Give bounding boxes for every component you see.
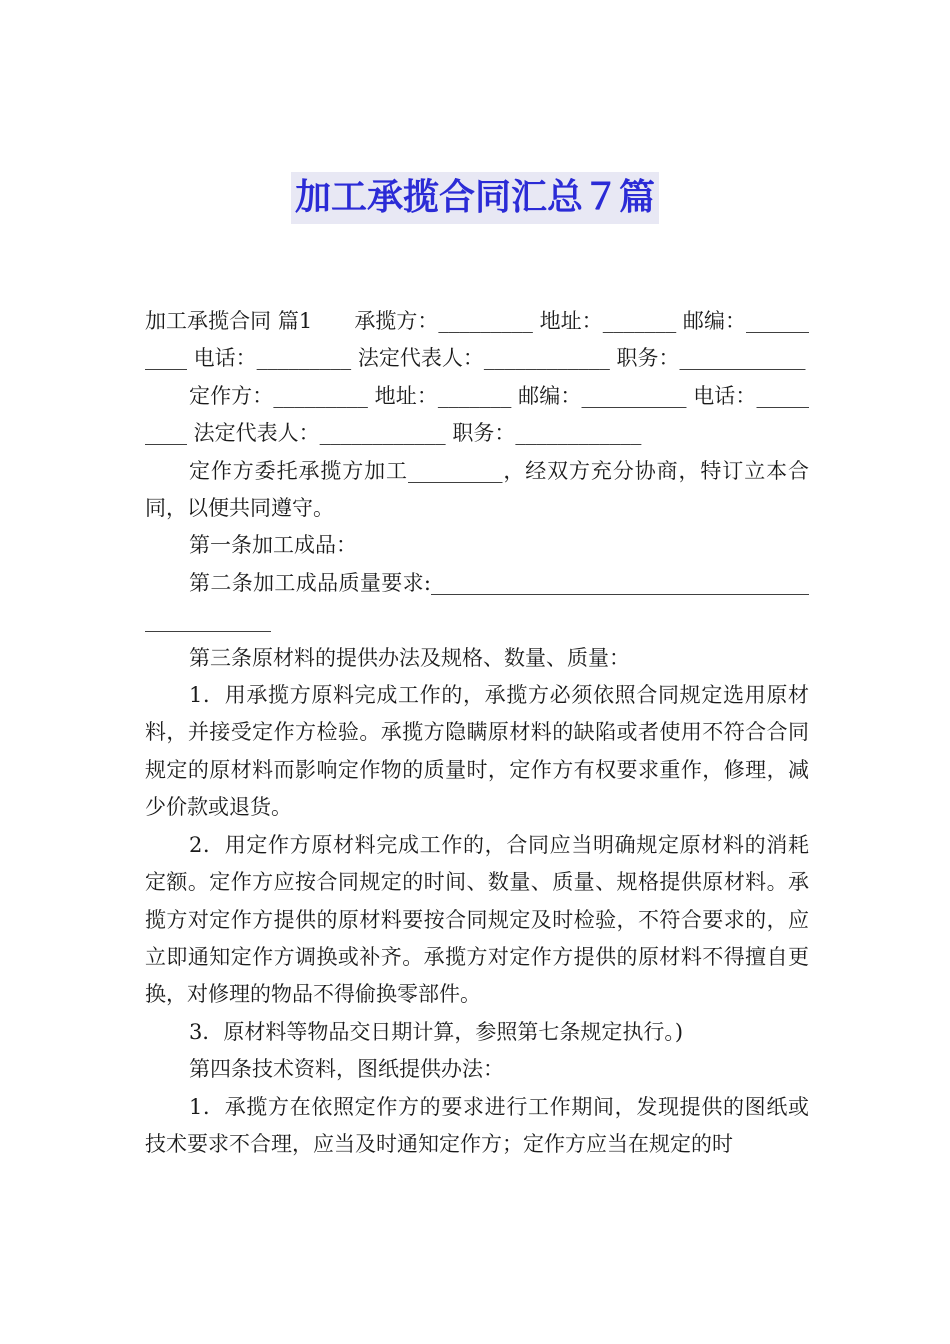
paragraph-11: 1．承揽方在依照定作方的要求进行工作期间，发现提供的图纸或技术要求不合理，应当及时通知定作方；定作方应当在规定的时 xyxy=(145,1094,809,1156)
document-title-text: 加工承揽合同汇总７篇 xyxy=(291,172,659,224)
paragraph-10: 第四条技术资料，图纸提供办法： xyxy=(189,1057,504,1082)
paragraph-2: 定作方：_________ 地址：_______ 邮编：__________ 电话：_________ 法定代表人：____________ 职务：____________ xyxy=(145,383,809,446)
paragraph-5: 第二条加工成品质量要求:________________________________________________ xyxy=(145,570,809,633)
paragraph-3: 定作方委托承揽方加工_________，经双方充分协商，特订立本合同，以便共同遵守。 xyxy=(145,458,809,521)
document-body xyxy=(145,303,809,1163)
paragraph-1: 加工承揽合同 篇1 承揽方：_________ 地址：_______ 邮编：__________ 电话：_________ 法定代表人：____________ 职务：____________ xyxy=(145,309,809,371)
paragraph-6: 第三条原材料的提供办法及规格、数量、质量： xyxy=(189,645,630,670)
document-title xyxy=(0,172,950,224)
paragraph-4: 第一条加工成品： xyxy=(189,533,357,558)
paragraph-9: 3．原材料等物品交日期计算，参照第七条规定执行。) xyxy=(189,1019,684,1044)
paragraph-8: 2．用定作方原材料完成工作的，合同应当明确规定原材料的消耗定额。定作方应按合同规定的时间、数量、质量、规格提供原材料。承揽方对定作方提供的原材料要按合同规定及时检验，不符合要求的，应立即通知定作方调换或补齐。承揽方对定作方提供的原材料不得擅自更换，对修理的物品不得偷换零部件。 xyxy=(145,832,809,1007)
paragraph-7: 1．用承揽方原料完成工作的，承揽方必须依照合同规定选用原材料，并接受定作方检验。承揽方隐瞒原材料的缺陷或者使用不符合合同规定的原材料而影响定作物的质量时，定作方有权要求重作，修理，减少价款或退货。 xyxy=(145,683,809,820)
